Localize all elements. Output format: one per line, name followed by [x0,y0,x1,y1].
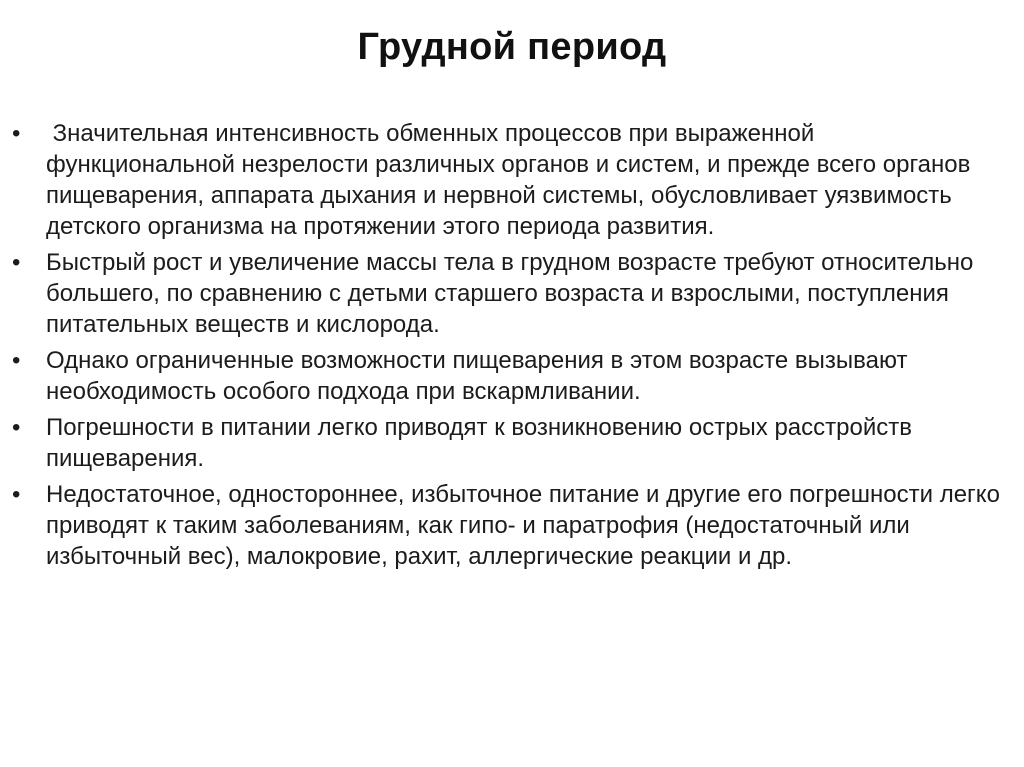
bullet-dot-icon: • [12,347,21,374]
bullet-item [12,412,1002,474]
bullet-text: Значительная интенсивность обменных процессов при выраженной функциональной незрелости различных органов и систем, и прежде всего органов пищеварения, аппарата дыхания и нервной системы, обусловливает уязвимость детского организма на протяжении этого периода развития. [46,120,978,240]
bullet-item [12,345,1002,407]
bullet-item [12,247,1002,340]
bullet-dot-icon: • [12,414,21,441]
bullet-text: Погрешности в питании легко приводят к возникновению острых расстройств пищеварения. [46,414,912,472]
bullet-text: Недостаточное, одностороннее, избыточное питание и другие его погрешности легко приводят к таким заболеваниям, как гипо- и паратрофия (недостаточный или избыточный вес), малокровие, рахит, аллергические реакции и др. [46,481,1000,570]
bullet-item [12,479,1002,572]
bullet-list [12,118,1002,577]
bullet-item [12,118,1002,242]
slide-title: Грудной период [357,26,667,68]
bullet-text: Быстрый рост и увеличение массы тела в грудном возрасте требуют относительно большего, по сравнению с детьми старшего возраста и взрослыми, поступления питательных веществ и кислорода. [46,249,974,338]
bullet-dot-icon: • [12,249,21,276]
bullet-dot-icon: • [12,481,21,508]
bullet-text: Однако ограниченные возможности пищеварения в этом возрасте вызывают необходимость особого подхода при вскармливании. [46,347,908,405]
bullet-dot-icon: • [12,120,21,147]
